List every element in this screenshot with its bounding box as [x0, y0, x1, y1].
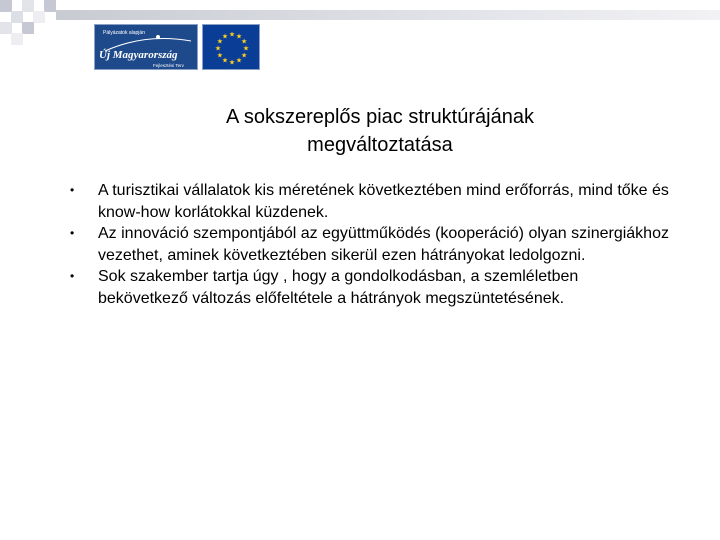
eu-star-icon: ★	[240, 38, 248, 46]
bullet-dot: •	[70, 183, 75, 197]
eu-star-icon: ★	[216, 38, 224, 46]
corner-squares-decoration	[0, 0, 60, 46]
eu-star-icon: ★	[242, 45, 250, 53]
logo-main-text: Új Magyarország	[99, 49, 178, 61]
logo-sub-text: Fejlesztési Terv	[153, 63, 184, 68]
eu-star-icon: ★	[228, 31, 236, 39]
eu-flag-logo	[202, 24, 260, 70]
bullet-dot: •	[70, 226, 75, 240]
bullet-item	[70, 223, 670, 266]
eu-star-icon: ★	[228, 59, 236, 67]
eu-flag-stars	[203, 25, 261, 71]
eu-star-icon: ★	[221, 57, 229, 65]
bullet-text: Az innováció szempontjából az együttműködés (kooperáció) olyan szinergiákhoz vezethet, aminek következtében sikerül ezen hátrányokat ledolgozni.	[98, 225, 669, 264]
corner-square	[44, 0, 56, 12]
bullet-item	[70, 266, 670, 309]
bullet-text: A turisztikai vállalatok kis méretének következtében mind erőforrás, mind tőke és know-how korlátokkal küzdenek.	[98, 182, 669, 221]
logo-small-text: Pályázatok alapján	[103, 30, 145, 36]
uj-magyarorszag-logo-graphic	[95, 25, 198, 70]
uj-magyarorszag-logo	[94, 24, 198, 70]
header-gradient-band	[56, 10, 720, 20]
bullet-list	[70, 180, 670, 309]
slide-title: A sokszereplős piac struktúrájának megváltoztatása	[226, 106, 534, 156]
bullet-dot: •	[70, 269, 75, 283]
eu-star-icon: ★	[240, 52, 248, 60]
eu-star-icon: ★	[235, 57, 243, 65]
bullet-text: Sok szakember tartja úgy , hogy a gondolkodásban, a szemléletben bekövetkező változás előfeltétele a hátrányok megszüntetésének.	[98, 268, 579, 307]
corner-square	[33, 11, 45, 23]
corner-square	[11, 33, 23, 45]
corner-square	[22, 22, 34, 34]
eu-star-icon: ★	[221, 33, 229, 41]
eu-star-icon: ★	[235, 33, 243, 41]
eu-star-icon: ★	[216, 52, 224, 60]
bullet-item	[70, 180, 670, 223]
eu-star-icon: ★	[214, 45, 222, 53]
